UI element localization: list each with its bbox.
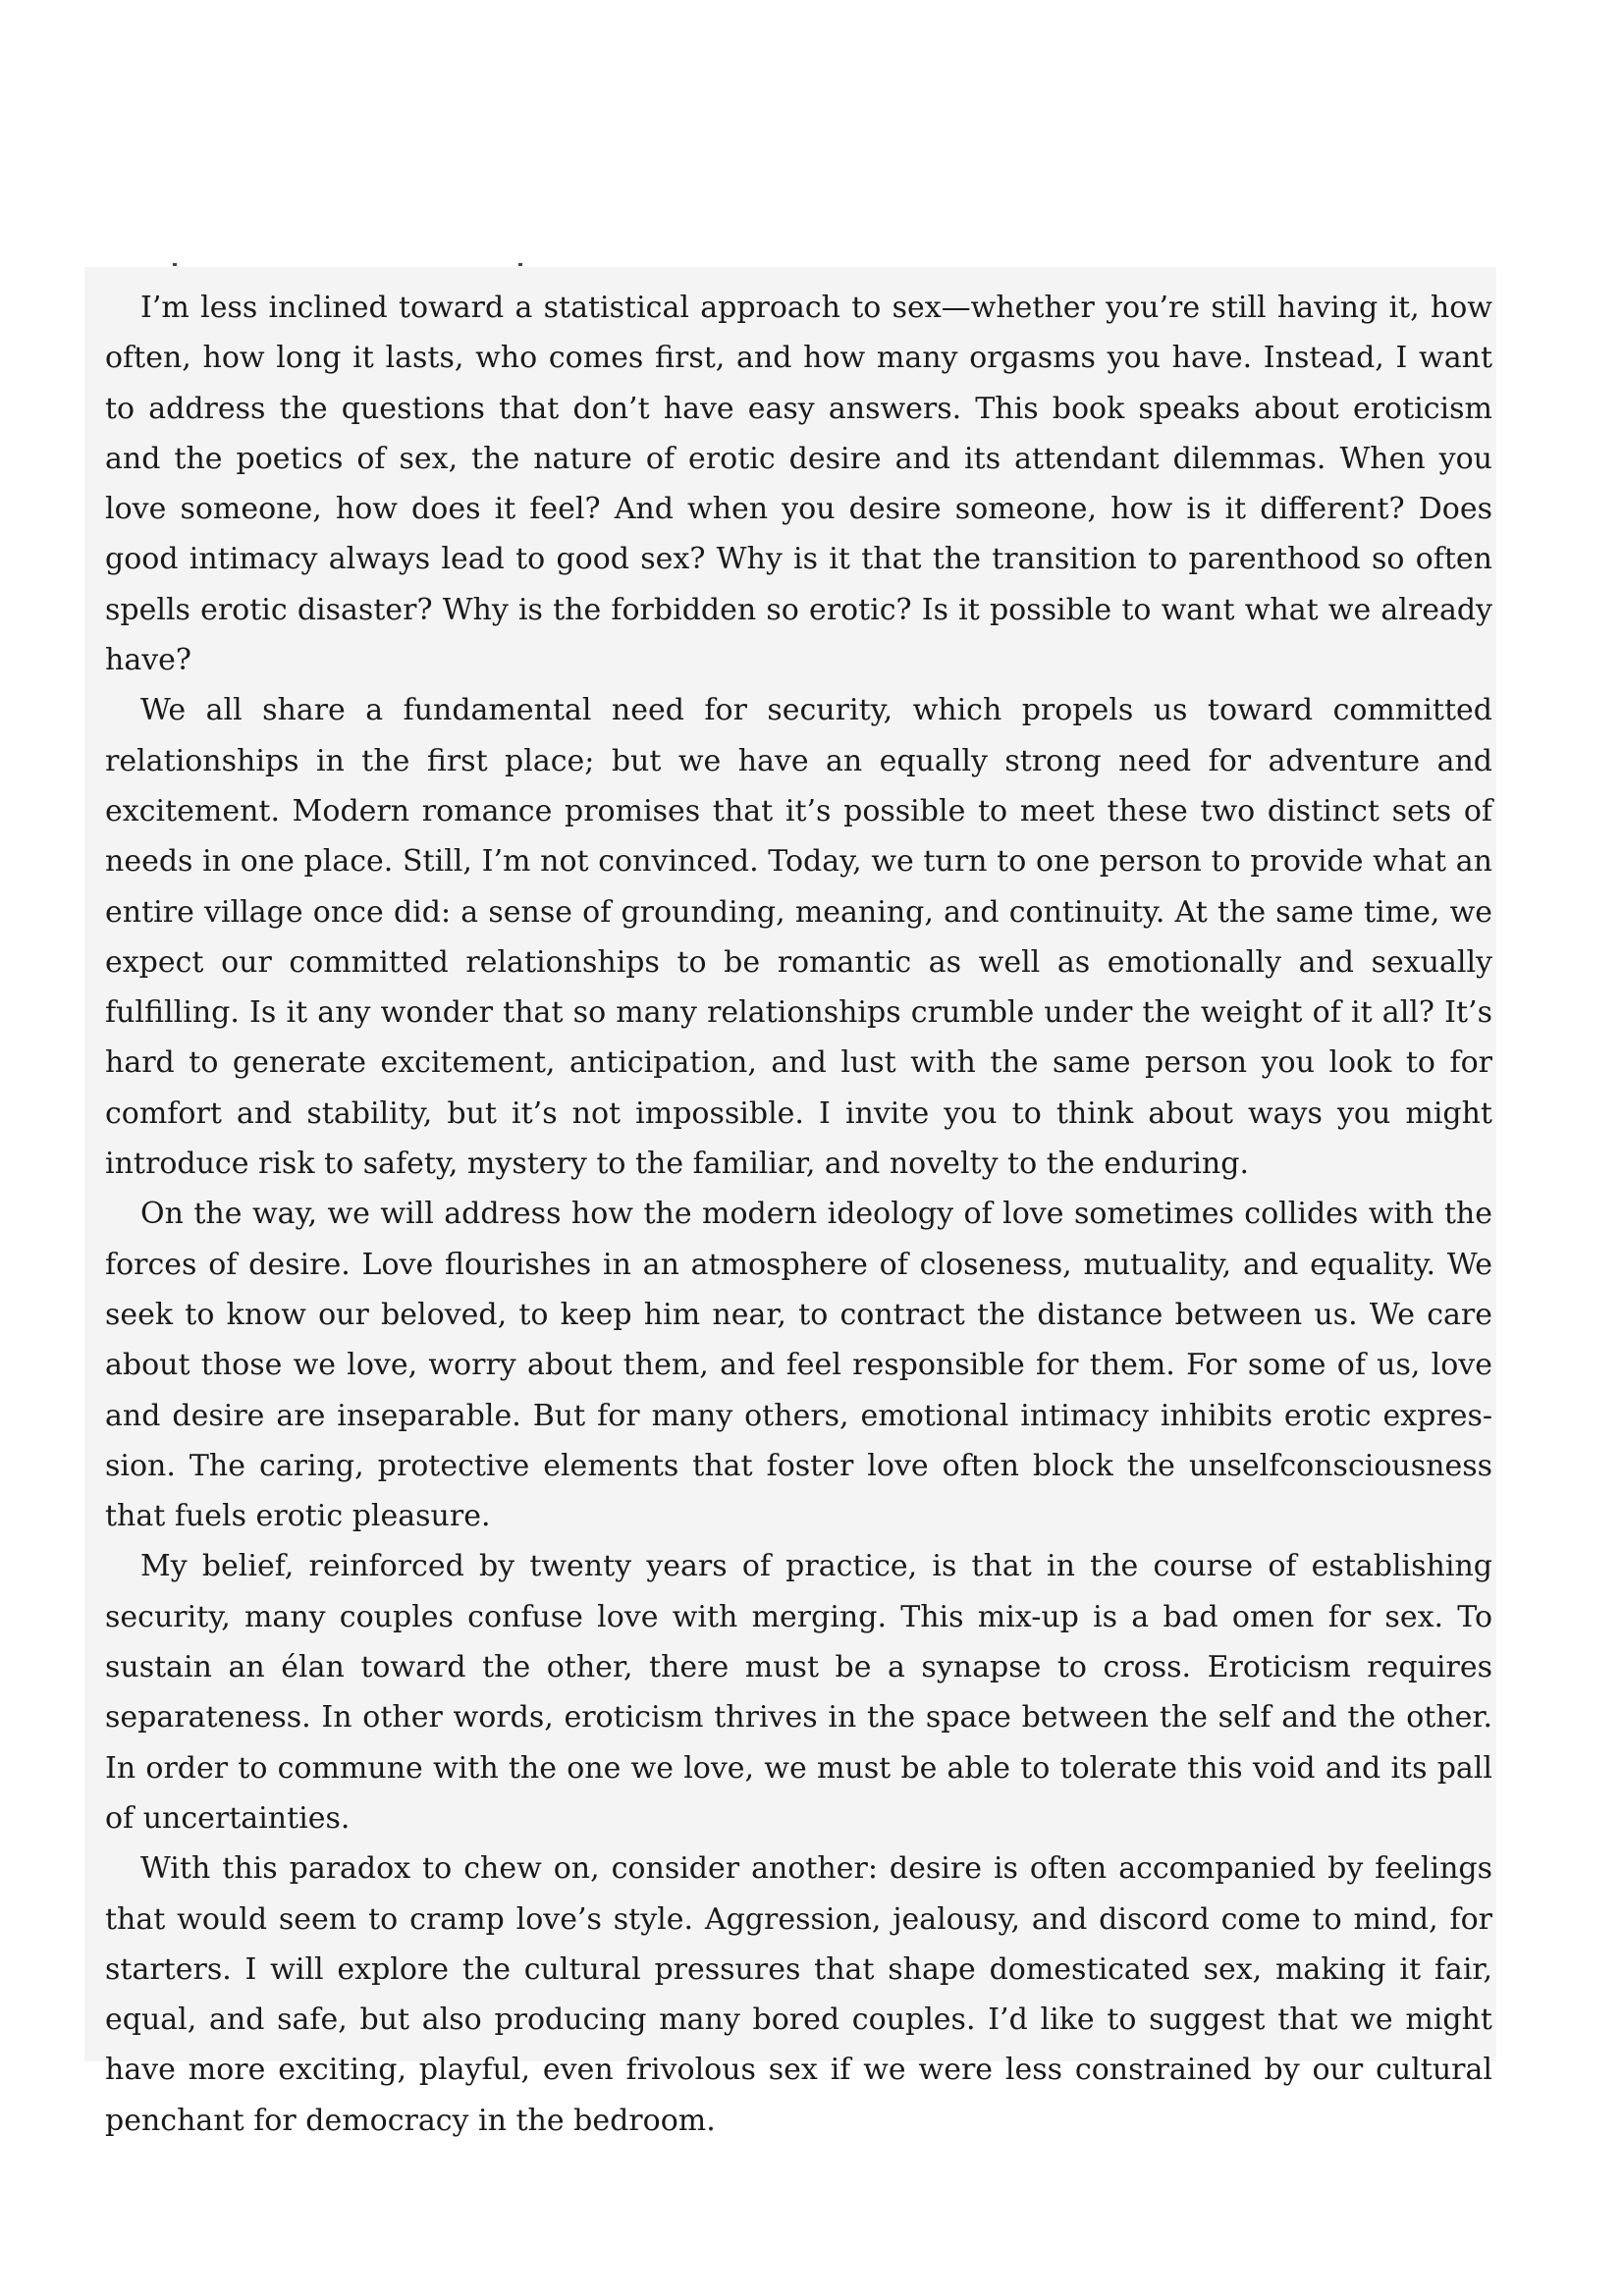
ink-mark	[173, 263, 177, 266]
paragraph-4: My belief, reinforced by twenty years of practice, is that in the course of establishing security, many couples confuse love with merging. This mix-up is a bad omen for sex. To sustain an élan toward the other, there must be a synapse to cross. Eroticism requires separateness. In other words, eroticism thrives in the space between the self and the other. In order to commune with the one we love, we must be able to tolerate this void and its pall of uncertainties.	[105, 1549, 1492, 1836]
cropped-top-line-marks	[173, 263, 526, 269]
paragraph-1: I’m less inclined toward a statistical approach to sex—whether you’re still having it, how often, how long it lasts, who comes first, and how many orgasms you have. Instead, I want to address the questions that don’t have easy answers. This book speaks about eroticism and the poetics of sex, the nature of erotic desire and its attendant dilemmas. When you love someone, how does it feel? And when you desire someone, how is it different? Does good intimacy always lead to good sex? Why is it that the transition to parenthood so often spells erotic disaster? Why is the forbidden so erotic? Is it possible to want what we already have?	[105, 291, 1492, 678]
ink-mark	[518, 263, 522, 266]
paragraph-5: With this paradox to chew on, consider another: desire is often accompanied by feelings that would seem to cramp love’s style. Aggression, jealousy, and discord come to mind, for starters. I will explore the cultural pressures that shape domesticated sex, making it fair, equal, and safe, but also producing many bored couples. I’d like to suggest that we might have more exciting, playful, even frivolous sex if we were less constrained by our cultural penchant for democracy in the bedroom.	[105, 1851, 1492, 2138]
paragraph-3: On the way, we will address how the modern ideology of love sometimes collides with the forces of desire. Love flourishes in an atmosphere of closeness, mutuality, and equality. We seek to know our beloved, to keep him near, to contract the distance between us. We care about those we love, worry about them, and feel responsible for them. For some of us, love and desire are inseparable. But for many others, emotional intimacy inhibits erotic expression. The caring, protective elements that foster love often block the unselfconsciousness that fuels erotic pleasure.	[105, 1197, 1492, 1534]
paragraph-2: We all share a fundamental need for security, which propels us toward committed relationships in the first place; but we have an equally strong need for adventure and excitement. Modern romance promises that it’s possible to meet these two distinct sets of needs in one place. Still, I’m not convinced. Today, we turn to one person to provide what an entire village once did: a sense of grounding, meaning, and continuity. At the same time, we expect our committed relationships to be romantic as well as emotionally and sexually fulfilling. Is it any wonder that so many relationships crumble under the weight of it all? It’s hard to generate excitement, anticipation, and lust with the same person you look to for comfort and stability, but it’s not impossible. I invite you to think about ways you might introduce risk to safety, mystery to the familiar, and novelty to the enduring.	[105, 693, 1492, 1182]
body-text	[105, 283, 1492, 2146]
